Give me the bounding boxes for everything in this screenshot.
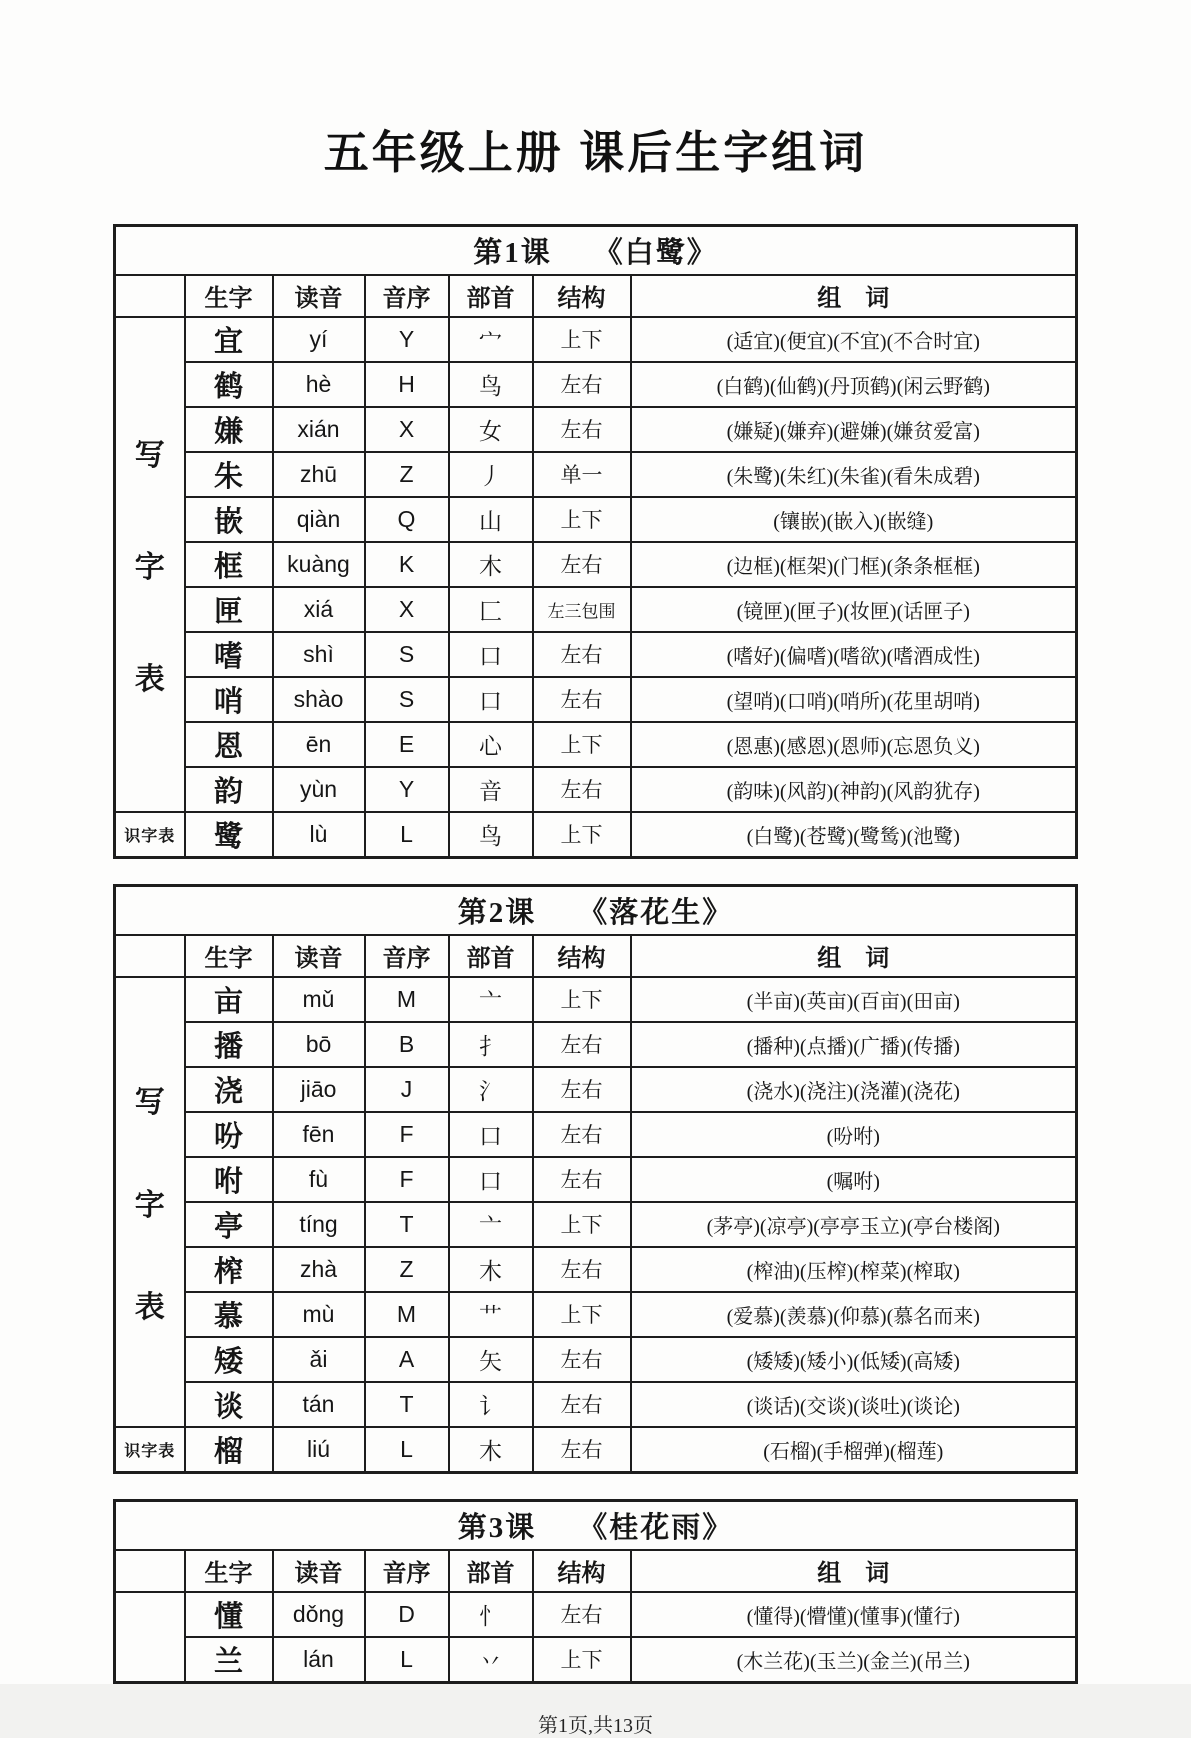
table-row <box>115 977 1077 1022</box>
radical-cell: 艹 <box>449 1292 533 1337</box>
pinyin-cell: ǎi <box>273 1337 365 1382</box>
initial-cell: H <box>365 362 449 407</box>
char-cell: 矮 <box>185 1337 273 1382</box>
pinyin-cell: hè <box>273 362 365 407</box>
pinyin-cell: zhà <box>273 1247 365 1292</box>
table-row <box>115 362 1077 407</box>
initial-cell: L <box>365 812 449 858</box>
char-cell: 亭 <box>185 1202 273 1247</box>
radical-cell: 匚 <box>449 587 533 632</box>
structure-cell: 单一 <box>533 452 631 497</box>
structure-cell: 上下 <box>533 812 631 858</box>
structure-cell: 左右 <box>533 632 631 677</box>
char-cell: 恩 <box>185 722 273 767</box>
words-cell: (嫌疑)(嫌弃)(避嫌)(嫌贫爱富) <box>631 407 1077 452</box>
page-title: 五年级上册 课后生字组词 <box>323 127 868 179</box>
header-structure: 结构 <box>533 1550 631 1592</box>
pinyin-cell: zhū <box>273 452 365 497</box>
lesson-title-row <box>115 1500 1077 1550</box>
pinyin-cell: xián <box>273 407 365 452</box>
words-cell: (望哨)(口哨)(哨所)(花里胡哨) <box>631 677 1077 722</box>
structure-cell: 左右 <box>533 407 631 452</box>
page-number-footer: 第1页,共13页 <box>538 1714 653 1737</box>
char-cell: 播 <box>185 1022 273 1067</box>
initial-cell: T <box>365 1202 449 1247</box>
lesson-book-title: 《白鹭》 <box>593 236 718 269</box>
char-cell: 嵌 <box>185 497 273 542</box>
side-label-char: 写 <box>134 1086 165 1120</box>
table-row <box>115 1022 1077 1067</box>
initial-cell: L <box>365 1427 449 1473</box>
char-cell: 框 <box>185 542 273 587</box>
words-cell: (茅亭)(凉亭)(亭亭玉立)(亭台楼阁) <box>631 1202 1077 1247</box>
pinyin-cell: shì <box>273 632 365 677</box>
header-char: 生字 <box>185 1550 273 1592</box>
table-row <box>115 722 1077 767</box>
pinyin-cell: shào <box>273 677 365 722</box>
header-corner-empty <box>115 935 185 977</box>
initial-cell: J <box>365 1067 449 1112</box>
lesson-title <box>115 1500 1077 1550</box>
char-cell: 哨 <box>185 677 273 722</box>
initial-cell: T <box>365 1382 449 1427</box>
table-row <box>115 497 1077 542</box>
initial-cell: Y <box>365 767 449 812</box>
words-cell: (懂得)(懵懂)(懂事)(懂行) <box>631 1592 1077 1637</box>
header-words: 组 词 <box>631 1550 1077 1592</box>
char-cell: 懂 <box>185 1592 273 1637</box>
table-row <box>115 677 1077 722</box>
char-cell: 榴 <box>185 1427 273 1473</box>
table-row <box>115 1427 1077 1473</box>
pinyin-cell: mǔ <box>273 977 365 1022</box>
lesson-1-table <box>113 224 1078 859</box>
pinyin-cell: bō <box>273 1022 365 1067</box>
side-label-char: 表 <box>134 1291 165 1325</box>
char-cell: 吩 <box>185 1112 273 1157</box>
lesson-3-table <box>113 1499 1078 1684</box>
words-cell: (爱慕)(羡慕)(仰慕)(慕名而来) <box>631 1292 1077 1337</box>
words-cell: (榨油)(压榨)(榨菜)(榨取) <box>631 1247 1077 1292</box>
lesson-number: 第3课 <box>457 1511 537 1544</box>
structure-cell: 左右 <box>533 362 631 407</box>
words-cell: (嗜好)(偏嗜)(嗜欲)(嗜酒成性) <box>631 632 1077 677</box>
pinyin-cell: mù <box>273 1292 365 1337</box>
words-cell: (半亩)(英亩)(百亩)(田亩) <box>631 977 1077 1022</box>
char-cell: 榨 <box>185 1247 273 1292</box>
lesson-1-rows <box>115 317 1077 858</box>
side-label-char: 表 <box>134 663 165 697</box>
lesson-title <box>115 225 1077 275</box>
char-cell: 嗜 <box>185 632 273 677</box>
radical-cell: 口 <box>449 632 533 677</box>
char-cell: 慕 <box>185 1292 273 1337</box>
initial-cell: Q <box>365 497 449 542</box>
structure-cell: 上下 <box>533 497 631 542</box>
table-row <box>115 407 1077 452</box>
radical-cell: 扌 <box>449 1022 533 1067</box>
initial-cell: S <box>365 677 449 722</box>
words-cell: (适宜)(便宜)(不宜)(不合时宜) <box>631 317 1077 362</box>
lesson-book-title: 《桂花雨》 <box>578 1511 734 1544</box>
pinyin-cell: fù <box>273 1157 365 1202</box>
words-cell: (吩咐) <box>631 1112 1077 1157</box>
table-row <box>115 1337 1077 1382</box>
structure-cell: 左右 <box>533 1157 631 1202</box>
table-row <box>115 1592 1077 1637</box>
pinyin-cell: tán <box>273 1382 365 1427</box>
header-structure: 结构 <box>533 275 631 317</box>
char-cell: 谈 <box>185 1382 273 1427</box>
structure-cell: 左右 <box>533 1592 631 1637</box>
table-row <box>115 317 1077 362</box>
structure-cell: 左右 <box>533 1382 631 1427</box>
radical-cell: 讠 <box>449 1382 533 1427</box>
table-row <box>115 1067 1077 1112</box>
pinyin-cell: dǒng <box>273 1592 365 1637</box>
radical-cell: 丿 <box>449 452 533 497</box>
column-header-row <box>115 935 1077 977</box>
structure-cell: 左三包围 <box>533 587 631 632</box>
pinyin-cell: jiāo <box>273 1067 365 1112</box>
structure-cell: 左右 <box>533 677 631 722</box>
header-corner-empty <box>115 275 185 317</box>
side-label-recognition: 识字表 <box>115 1427 185 1473</box>
pinyin-cell: fēn <box>273 1112 365 1157</box>
words-cell: (谈话)(交谈)(谈吐)(谈论) <box>631 1382 1077 1427</box>
table-row <box>115 1292 1077 1337</box>
radical-cell: 宀 <box>449 317 533 362</box>
char-cell: 宜 <box>185 317 273 362</box>
structure-cell: 上下 <box>533 1202 631 1247</box>
initial-cell: S <box>365 632 449 677</box>
lesson-2-table <box>113 884 1078 1474</box>
header-pinyin: 读音 <box>273 1550 365 1592</box>
radical-cell: 忄 <box>449 1592 533 1637</box>
structure-cell: 左右 <box>533 542 631 587</box>
header-pinyin: 读音 <box>273 275 365 317</box>
pinyin-cell: kuàng <box>273 542 365 587</box>
initial-cell: M <box>365 1292 449 1337</box>
words-cell: (木兰花)(玉兰)(金兰)(吊兰) <box>631 1637 1077 1683</box>
initial-cell: E <box>365 722 449 767</box>
structure-cell: 左右 <box>533 1247 631 1292</box>
header-initial: 音序 <box>365 275 449 317</box>
words-cell: (石榴)(手榴弹)(榴莲) <box>631 1427 1077 1473</box>
radical-cell: 心 <box>449 722 533 767</box>
initial-cell: L <box>365 1637 449 1683</box>
structure-cell: 左右 <box>533 1427 631 1473</box>
table-row <box>115 587 1077 632</box>
radical-cell: 亠 <box>449 977 533 1022</box>
char-cell: 匣 <box>185 587 273 632</box>
table-row <box>115 632 1077 677</box>
pinyin-cell: lán <box>273 1637 365 1683</box>
char-cell: 浇 <box>185 1067 273 1112</box>
words-cell: (白鹤)(仙鹤)(丹顶鹤)(闲云野鹤) <box>631 362 1077 407</box>
initial-cell: Z <box>365 1247 449 1292</box>
header-char: 生字 <box>185 275 273 317</box>
side-label-writing <box>115 317 185 812</box>
char-cell: 朱 <box>185 452 273 497</box>
header-radical: 部首 <box>449 935 533 977</box>
radical-cell: 木 <box>449 1427 533 1473</box>
structure-cell: 左右 <box>533 1022 631 1067</box>
side-label-empty <box>115 1592 185 1683</box>
header-words: 组 词 <box>631 275 1077 317</box>
words-cell: (白鹭)(苍鹭)(鹭鸶)(池鹭) <box>631 812 1077 858</box>
table-row <box>115 452 1077 497</box>
initial-cell: X <box>365 587 449 632</box>
table-row <box>115 1382 1077 1427</box>
radical-cell: 口 <box>449 1112 533 1157</box>
words-cell: (镶嵌)(嵌入)(嵌缝) <box>631 497 1077 542</box>
words-cell: (恩惠)(感恩)(恩师)(忘恩负义) <box>631 722 1077 767</box>
column-header-row <box>115 1550 1077 1592</box>
lesson-number: 第2课 <box>457 896 537 929</box>
header-corner-empty <box>115 1550 185 1592</box>
lesson-number: 第1课 <box>473 236 552 269</box>
structure-cell: 上下 <box>533 317 631 362</box>
structure-cell: 上下 <box>533 1292 631 1337</box>
header-radical: 部首 <box>449 1550 533 1592</box>
table-row <box>115 1637 1077 1683</box>
words-cell: (朱鹭)(朱红)(朱雀)(看朱成碧) <box>631 452 1077 497</box>
structure-cell: 左右 <box>533 1337 631 1382</box>
pinyin-cell: lù <box>273 812 365 858</box>
structure-cell: 左右 <box>533 1112 631 1157</box>
pinyin-cell: yùn <box>273 767 365 812</box>
structure-cell: 上下 <box>533 977 631 1022</box>
words-cell: (矮矮)(矮小)(低矮)(高矮) <box>631 1337 1077 1382</box>
header-pinyin: 读音 <box>273 935 365 977</box>
initial-cell: M <box>365 977 449 1022</box>
structure-cell: 左右 <box>533 1067 631 1112</box>
pinyin-cell: xiá <box>273 587 365 632</box>
initial-cell: D <box>365 1592 449 1637</box>
initial-cell: F <box>365 1157 449 1202</box>
header-structure: 结构 <box>533 935 631 977</box>
lesson-3-rows <box>115 1592 1077 1683</box>
words-cell: (镜匣)(匣子)(妆匣)(话匣子) <box>631 587 1077 632</box>
radical-cell: 女 <box>449 407 533 452</box>
header-initial: 音序 <box>365 1550 449 1592</box>
char-cell: 兰 <box>185 1637 273 1683</box>
header-char: 生字 <box>185 935 273 977</box>
header-words: 组 词 <box>631 935 1077 977</box>
structure-cell: 上下 <box>533 722 631 767</box>
radical-cell: 山 <box>449 497 533 542</box>
lesson-2-rows <box>115 977 1077 1473</box>
radical-cell: 口 <box>449 1157 533 1202</box>
initial-cell: A <box>365 1337 449 1382</box>
char-cell: 鹤 <box>185 362 273 407</box>
initial-cell: X <box>365 407 449 452</box>
radical-cell: 鸟 <box>449 812 533 858</box>
side-label-writing <box>115 977 185 1427</box>
words-cell: (嘱咐) <box>631 1157 1077 1202</box>
header-radical: 部首 <box>449 275 533 317</box>
radical-cell: 矢 <box>449 1337 533 1382</box>
char-cell: 嫌 <box>185 407 273 452</box>
table-row <box>115 812 1077 858</box>
initial-cell: Y <box>365 317 449 362</box>
column-header-row <box>115 275 1077 317</box>
pinyin-cell: ēn <box>273 722 365 767</box>
char-cell: 亩 <box>185 977 273 1022</box>
table-row <box>115 1157 1077 1202</box>
header-initial: 音序 <box>365 935 449 977</box>
radical-cell: 亠 <box>449 1202 533 1247</box>
radical-cell: 木 <box>449 1247 533 1292</box>
structure-cell: 上下 <box>533 1637 631 1683</box>
lesson-book-title: 《落花生》 <box>578 896 734 929</box>
lesson-title <box>115 885 1077 935</box>
radical-cell: 口 <box>449 677 533 722</box>
structure-cell: 左右 <box>533 767 631 812</box>
table-row <box>115 1112 1077 1157</box>
table-row <box>115 1202 1077 1247</box>
table-row <box>115 542 1077 587</box>
words-cell: (播种)(点播)(广播)(传播) <box>631 1022 1077 1067</box>
pinyin-cell: qiàn <box>273 497 365 542</box>
words-cell: (边框)(框架)(门框)(条条框框) <box>631 542 1077 587</box>
char-cell: 鹭 <box>185 812 273 858</box>
pinyin-cell: liú <box>273 1427 365 1473</box>
char-cell: 韵 <box>185 767 273 812</box>
side-label-recognition: 识字表 <box>115 812 185 858</box>
side-label-char: 字 <box>134 551 165 585</box>
words-cell: (浇水)(浇注)(浇灌)(浇花) <box>631 1067 1077 1112</box>
initial-cell: F <box>365 1112 449 1157</box>
pinyin-cell: yí <box>273 317 365 362</box>
initial-cell: Z <box>365 452 449 497</box>
initial-cell: K <box>365 542 449 587</box>
radical-cell: 音 <box>449 767 533 812</box>
table-row <box>115 767 1077 812</box>
radical-cell: 氵 <box>449 1067 533 1112</box>
char-cell: 咐 <box>185 1157 273 1202</box>
lesson-title-row <box>115 885 1077 935</box>
side-label-char: 字 <box>134 1188 165 1222</box>
words-cell: (韵味)(风韵)(神韵)(风韵犹存) <box>631 767 1077 812</box>
side-label-char: 写 <box>134 439 165 473</box>
radical-cell: 丷 <box>449 1637 533 1683</box>
table-row <box>115 1247 1077 1292</box>
radical-cell: 木 <box>449 542 533 587</box>
radical-cell: 鸟 <box>449 362 533 407</box>
pinyin-cell: tíng <box>273 1202 365 1247</box>
lesson-title-row <box>115 225 1077 275</box>
initial-cell: B <box>365 1022 449 1067</box>
